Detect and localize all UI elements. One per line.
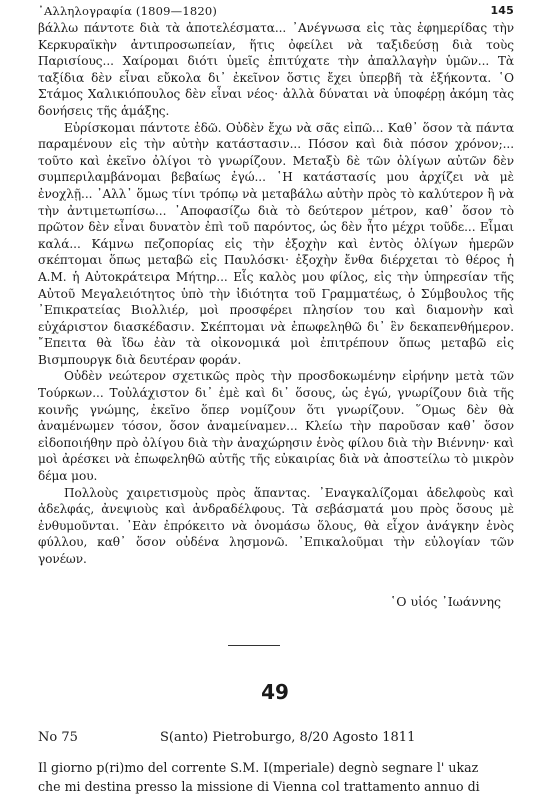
paragraph-1: βάλλω πάντοτε διὰ τὰ ἀποτελέσματα... ᾿Ανέγνωσα εἰς τὰς ἐφημερίδας τὴν Κερκυραϊκὴν ἀντιπροσωπείαν, ἥτις ὀφείλει νὰ ταξιδεύσῃ διὰ τοὺς Παρισίους... Χαίρομαι διότι ὑμεῖς ἐπιτύχατε τὴν ἀπαλλαγὴν ὑμῶν... Τὰ ταξίδια δὲν εἶναι εὔκολα δι᾿ ἐκεῖνον ὅστις ἔχει ὑπερβῆ τὰ ἑξήκοντα. ῾Ο Στάμος Χαλικιόπουλος δὲν εἶναι νέος· ἀλλὰ δύναται νὰ ὑποφέρῃ ἀκόμη τὰς δονήσεις τῆς ἁμάξης. (38, 21, 514, 118)
text-line: Il giorno p(ri)mo del corrente S.M. I(mperiale) degnò segnare l' ukaz (38, 760, 479, 775)
running-head-title: ᾿Αλληλογραφία (1809—1820) (38, 4, 218, 18)
italian-letter-text (38, 758, 518, 796)
place-and-date: S(anto) Pietroburgo, 8/20 Agosto 1811 (160, 730, 416, 745)
signature: ῾Ο υἱός ᾿Ιωάννης (390, 594, 501, 609)
section-divider (228, 645, 280, 646)
page-number: 145 (490, 4, 514, 17)
letter-number: 49 (261, 680, 289, 704)
paragraph-4: Πολλοὺς χαιρετισμοὺς πρὸς ἅπαντας. ᾿Εναγκαλίζομαι ἀδελφοὺς καὶ ἀδελφάς, ἀνεψιοὺς καὶ ἀνδραδέλφους. Τὰ σεβάσματά μου πρὸς ὅσους μὲ ἐνθυμοῦνται. ᾿Εὰν ἐπρόκειτο νὰ ὀνομάσω ὅλους, θὰ εἶχον ἀνάγκην ἑνὸς φύλλου, καθ᾿ ὅσον οὐδένα λησμονῶ. ᾿Επικαλοῦμαι τὴν εὐλογίαν τῶν γονέων. (38, 485, 514, 566)
paragraph-2: Εὑρίσκομαι πάντοτε ἐδῶ. Οὐδὲν ἔχω νὰ σᾶς εἰπῶ... Καθ᾿ ὅσον τὰ πάντα παραμένουν εἰς τὴν αὐτὴν κατάστασιν... Πόσον καὶ διὰ πόσον χρόνον;... τοῦτο καὶ ἐκεῖνο ὀλίγοι τὸ γνωρίζουν. Μεταξὺ δὲ τῶν ὀλίγων αὐτῶν δὲν συμπεριλαμβάνομαι βεβαίως ἐγώ... ῾Η κατάστασίς μου ἀρχίζει νὰ μὲ ἐνοχλῇ... ᾿Αλλ᾿ ὅμως τίνι τρόπῳ νὰ μεταβάλω αὐτὴν πρὸς τὸ καλύτερον ἢ νὰ τὴν ἀντιμετωπίσω... ᾿Αποφασίζω διὰ τὸ δεύτερον μέτρον, καθ᾿ ὅσον τὸ πρῶτον δὲν εἶναι δυνατὸν ἐπὶ τοῦ παρόντος, ὡς δὲν ἦτο μέχρι τοῦδε... Εἶμαι καλά... Κάμνω πεζοπορίας εἰς τὴν ἐξοχὴν καὶ ἐντὸς ὀλίγων ἡμερῶν σκέπτομαι ὅπως μεταβῶ εἰς Παυλόσκι· ἐξοχὴν ἔνθα διέρχεται τὸ θέρος ἡ Α.Μ. ἡ Αὐτοκράτειρα Μήτηρ... Εἷς καλὸς μου φίλος, εἰς τὴν ὑπηρεσίαν τῆς Αὐτοῦ Μεγαλειότητος ὑπὸ τὴν ἰδιότητα τοῦ Γραμματέως, ὁ Σύμβουλος τῆς ᾿Επικρατείας Βιολλιέρ, μοὶ προσφέρει πλησίον του καὶ διαμονὴν καὶ εὐχάριστον διασκέδασιν. Σκέπτομαι νὰ ἐπωφεληθῶ δι᾿ ἓν δεκαπενθήμερον. ῎Επειτα θὰ ἴδω ἐὰν τὰ οἰκονομικά μοὶ ἐπιτρέπουν ὅπως μεταβῶ εἰς Βισμπουργκ διὰ δευτέραν φοράν. (38, 120, 514, 367)
paragraph-3: Οὐδὲν νεώτερον σχετικῶς πρὸς τὴν προσδοκωμένην εἰρήνην μετὰ τῶν Τούρκων... Τοὐλάχιστον δι᾿ ἐμὲ καὶ δι᾿ ὅσους, ὡς ἐγώ, γνωρίζουν διὰ τῆς κοινῆς γνώμης, ἐκεῖνο ὅπερ νομίζουν ὅτι γνωρίζουν. ῞Ομως δὲν θὰ ἀναμένωμεν τόσον, ὅσον ἀναμείναμεν... Κλείω τὴν παροῦσαν καθ᾿ ὅσον εἰδοποιήθην πρὸ ὀλίγου διὰ τὴν ἀναχώρησιν ἑνὸς φίλου διὰ τὴν Βιέννην· καὶ μοὶ ἀρέσκει νὰ ἐπωφεληθῶ αὐτῆς τῆς εὐκαιρίας διὰ νὰ ἀποστείλω τὸ μικρὸν δέμα μου. (38, 369, 514, 484)
text-line: che mi destina presso la missione di Vienna col trattamento annuo di (38, 779, 480, 794)
letter-body (38, 20, 514, 568)
running-head (38, 4, 514, 20)
document-number: No 75 (38, 730, 78, 745)
